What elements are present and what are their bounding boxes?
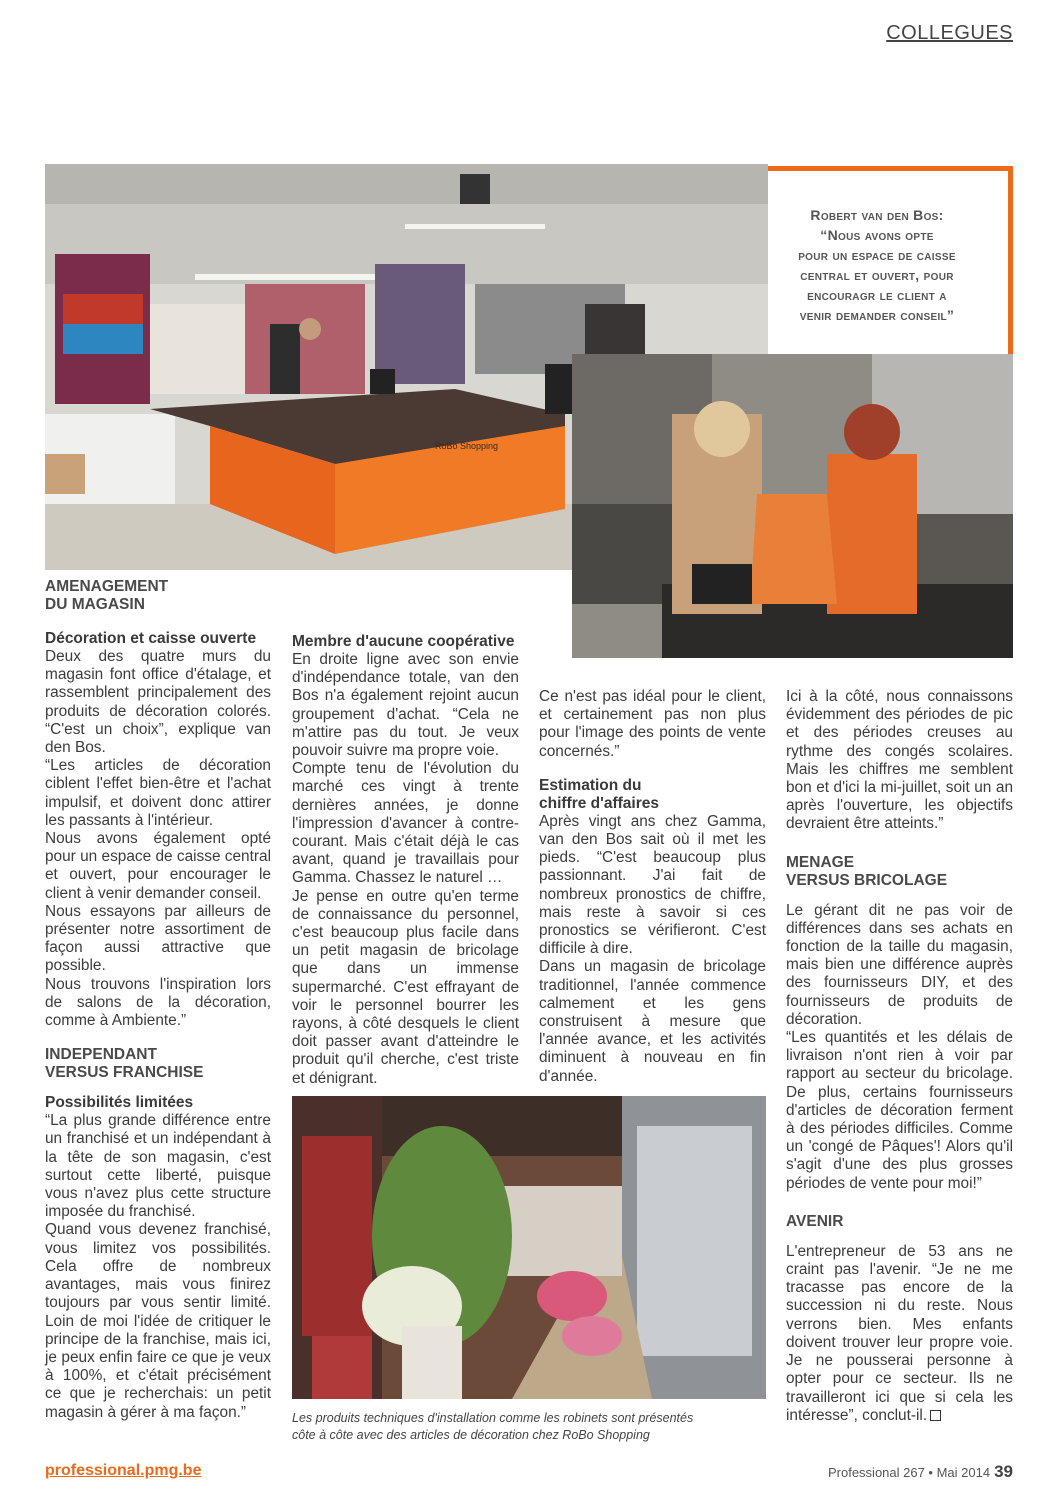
section-tag: COLLEGUES [886, 22, 1013, 44]
pull-quote-line: Robert van den Bos: [810, 207, 944, 223]
paragraph: Deux des quatre murs du magasin font office d'étalage, et rassemblent principalement des produits de décoration colorés. “C'est un choix”, explique van den Bos. [45, 648, 271, 757]
paragraph: Dans un magasin de bricolage traditionnel, l'année commence calmement et les gens construisent à mesure que l'année avance, et les activités diminuent à nouveau en fin d'année. [539, 958, 766, 1085]
pull-quote-line: encouragr le client a [807, 287, 947, 303]
paragraph [786, 1243, 1013, 1425]
paragraph: “La plus grande différence entre un franchisé et un indépendant à la tête de son magasin, c'est surtout cette liberté, puisque vous n'avez plus cette structure imposée du franchisé. [45, 1112, 271, 1221]
paragraph: Le gérant dit ne pas voir de différences dans ses achats en fonction de la taille du magasin, mais bien une différence auprès des fournisseurs DIY, et des fournisseurs de produits de décoration. [786, 901, 1013, 1028]
article-column-3 [539, 688, 766, 1086]
section-heading: VERSUS BRICOLAGE [786, 871, 948, 889]
end-of-article-icon [930, 1410, 941, 1421]
pull-quote-line: venir demander conseil” [799, 307, 955, 323]
article-column-2 [292, 633, 519, 1088]
article-column-4 [786, 688, 1013, 1425]
paragraph: “Les quantités et les délais de livraison n'ont rien à voir par rapport au secteur du bricolage. De plus, certains fournisseurs d'articles de décoration ferment à des périodes difficiles. Comme un 'congé de Pâques'! Alors qu'il s'agit d'une des plus grosses périodes de vente pour moi!” [786, 1029, 1013, 1192]
paragraph: Nous essayons par ailleurs de présenter notre assortiment de façon aussi attractive que possible. [45, 902, 271, 975]
photo-caption [292, 1410, 766, 1444]
article-column-1 [45, 578, 271, 1422]
paragraph: Ici à la côté, nous connaissons évidemment des périodes de pic et des périodes creuses au rythme des congés scolaires. Mais les chiffres me semblent bon et d'ici la mi-juillet, soit un an après l'ouverture, les objectifs devraient être atteints.” [786, 688, 1013, 833]
paragraph: Nous avons également opté pour un espace de caisse central et ouvert, pour encourager le client à venir demander conseil. [45, 830, 271, 902]
section-heading: MENAGE [786, 853, 855, 871]
section-heading: INDEPENDANT [45, 1046, 157, 1064]
paragraph: Après vingt ans chez Gamma, van den Bos sait où il met les pieds. “C'est beaucoup plus passionnant. J'ai fait de nombreux pronostics de chiffre, mais reste à savoir si ces pronostics se vérifieront. C'est difficile à dire. [539, 812, 766, 958]
paragraph: “Les articles de décoration ciblent l'effet bien-être et l'achat impulsif, et doivent donc attirer les passants à l'intérieur. [45, 757, 271, 829]
caption-line: côte à côte avec des articles de décoration chez RoBo Shopping [292, 1428, 650, 1442]
section-heading: AVENIR [786, 1212, 844, 1230]
website-link[interactable]: professional.pmg.be [45, 1462, 202, 1479]
plants-faucets-photo [292, 1096, 766, 1399]
pull-quote [772, 205, 982, 325]
counter-sign-text: RoBo Shopping [435, 441, 499, 451]
paragraph: Compte tenu de l'évolution du marché ces vingt à trente dernières années, je donne l'impression d'avancer à contre-courant. Mais c'était déjà le cas avant, quand je travaillais pour Gamma. Chassez le naturel … [292, 760, 519, 887]
pull-quote-line: central et ouvert, pour [800, 267, 954, 283]
subheading: Membre d'aucune coopérative [292, 633, 515, 650]
pull-quote-line: “Nous avons opte [820, 227, 934, 243]
issue-info: Professional 267 • Mai 2014 [827, 1465, 991, 1480]
paragraph: En droite ligne avec son envie d'indépendance totale, van den Bos n'a également rejoint aucun groupement d'achat. “Cela ne m'attire pas du tout. Je veux pouvoir suivre ma propre voie. [292, 651, 519, 760]
subheading: Possibilités limitées [45, 1094, 194, 1112]
subheading: Estimation du [539, 776, 642, 794]
section-heading: AMENAGEMENT [45, 578, 169, 595]
paragraph: Je pense en outre qu'en terme de connaissance du personnel, c'est beaucoup plus facile dans un petit magasin de bricolage que dans un immense supermarché. C'est effrayant de voir le personnel bourrer les rayons, à côté desquels le client doit passer avant d'atteindre le produit qu'il cherche, c'est triste et dénigrant. [292, 887, 519, 1087]
subheading: chiffre d'affaires [539, 794, 659, 812]
paragraph: Nous trouvons l'inspiration lors de salons de la décoration, comme à Ambiente.” [45, 975, 271, 1030]
paragraph-text: L'entrepreneur de 53 ans ne craint pas l'avenir. “Je ne me tracasse pas encore de la succession ni du reste. Nous verrons bien. Mes enfants doivent trouver leur propre voie. Je ne pousserai personne à opter pour ce secteur. Ils ne travailleront ici que si cela les intéresse”, conclut-il. [786, 1242, 1013, 1424]
page-footer [828, 1462, 1013, 1482]
section-heading: DU MAGASIN [45, 596, 145, 613]
caption-line: Les produits techniques d'installation comme les robinets sont présentés [292, 1411, 694, 1425]
subheading: Décoration et caisse ouverte [45, 630, 257, 647]
customers-counter-photo [572, 354, 1013, 658]
page-number: 39 [994, 1462, 1013, 1481]
pull-quote-line: pour un espace de caisse [798, 247, 956, 263]
paragraph: Ce n'est pas idéal pour le client, et certainement pas non plus pour l'image des points de vente concernés.” [539, 688, 766, 760]
paragraph: Quand vous devenez franchisé, vous limitez vos possibilités. Cela offre de nombreux avantages, mais vous finirez toujours par vous sentir limité. Loin de moi l'idée de critiquer le principe de la franchise, mais ici, je peux enfin faire ce que je veux à 100%, et c'était précisément ce que je recherchais: un petit magasin à gérer à ma façon.” [45, 1221, 271, 1421]
section-heading: VERSUS FRANCHISE [45, 1064, 204, 1082]
